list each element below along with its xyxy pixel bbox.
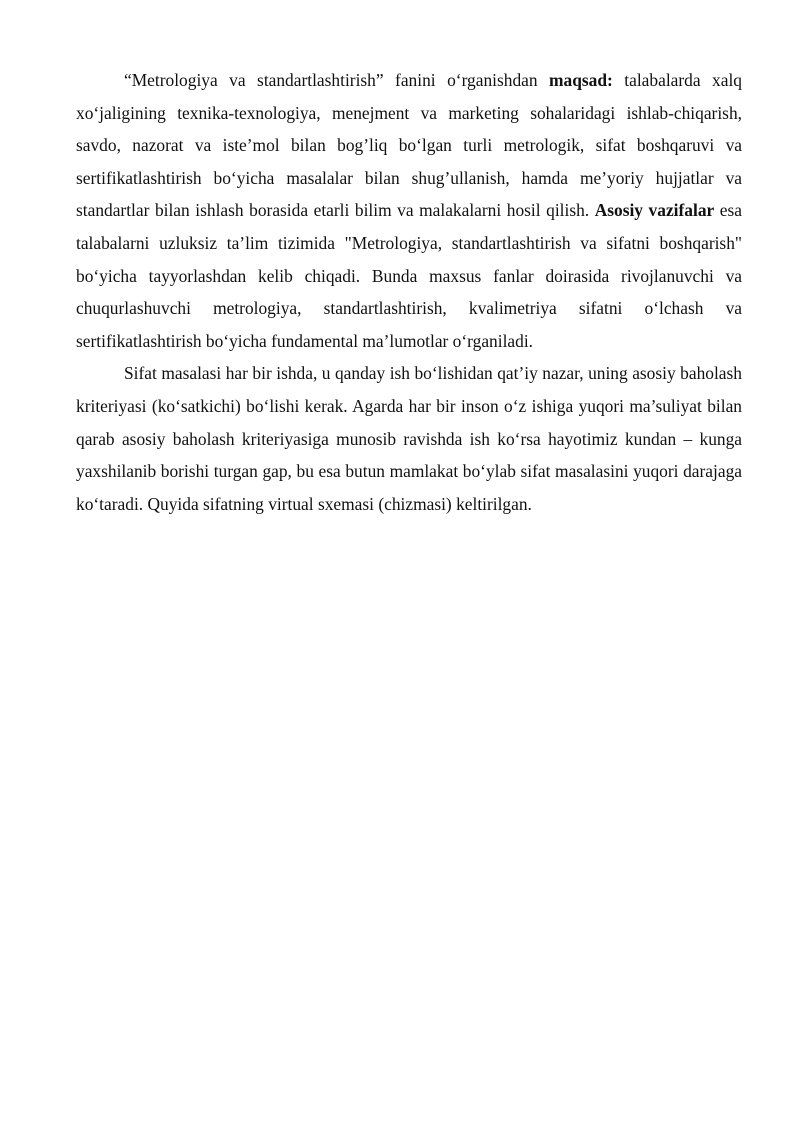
- bold-term-main-tasks: Asosiy vazifalar: [594, 200, 715, 221]
- paragraph1-text-2: talabalarda xalq xo‘jaligining texnika-texnologiya, menejment va marketing sohalaridagi ishlab-chiqarish, savdo, nazorat va iste’mol bilan bog’liq bo‘lgan turli metrologik, sifat boshqaruvi va sertifikatlashtirish bo‘yicha masalalar bilan shug’ullanish, hamda me’yoriy hujjatlar va standartlar bilan ishlash borasida etarli bilim va malakalarni hosil qilish.: [76, 70, 742, 221]
- paragraph1-text-1: “Metrologiya va standartlashtirish” fanini o‘rganishdan: [124, 70, 550, 90]
- document-page: [76, 64, 742, 520]
- bold-term-goal: maqsad:: [549, 70, 613, 90]
- paragraph-goal-tasks: [76, 64, 742, 357]
- paragraph1-text-3: esa talabalarni uzluksiz ta’lim tizimida "Metrologiya, standartlashtirish va sifatni boshqarish" bo‘yicha tayyorlashdan kelib chiqadi. Bunda maxsus fanlar doirasida rivojlanuvchi va chuqurlashuvchi metrologiya, standartlashtirish, kvalimetriya sifatni o‘lchash va sertifikatlashtirish bo‘yicha fundamental ma’lumotlar o‘rganiladi.: [76, 200, 742, 351]
- paragraph-quality: Sifat masalasi har bir ishda, u qanday ish bo‘lishidan qat’iy nazar, uning asosiy baholash kriteriyasi (ko‘satkichi) bo‘lishi kerak. Agarda har bir inson o‘z ishiga yuqori ma’suliyat bilan qarab asosiy baholash kriteriyasiga munosib ravishda ish ko‘rsa hayotimiz kundan – kunga yaxshilanib borishi turgan gap, bu esa butun mamlakat bo‘ylab sifat masalasini yuqori darajaga ko‘taradi. Quyida sifatning virtual sxemasi (chizmasi) keltirilgan.: [76, 363, 742, 514]
